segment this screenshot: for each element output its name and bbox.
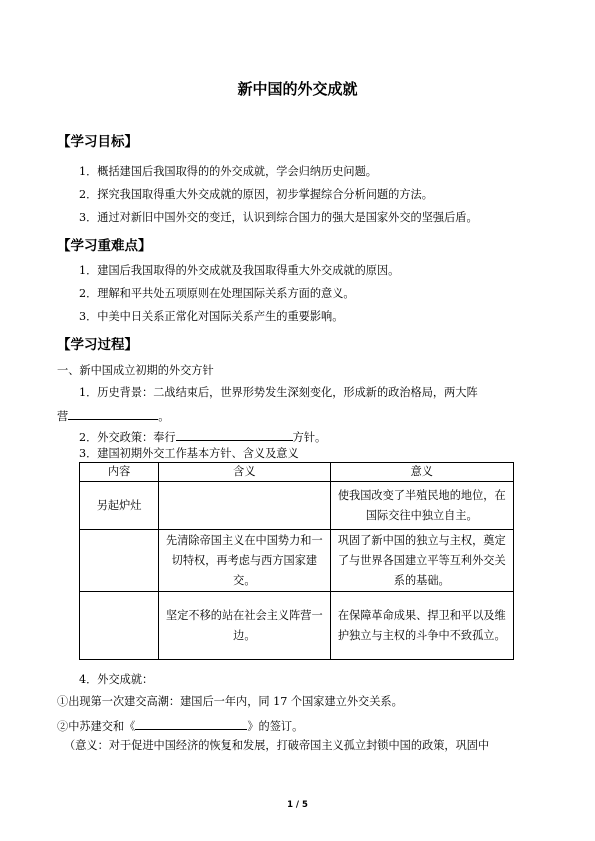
table-header-row <box>80 463 514 482</box>
table-cell-content: 另起炉灶 <box>80 482 159 530</box>
table-cell-meaning[interactable] <box>159 482 330 530</box>
goal-item-2: 2．探究我国取得重大外交成就的原因，初步掌握综合分析问题的方法。 <box>79 188 433 201</box>
table-row <box>80 530 514 592</box>
significance-line: （意义：对于促进中国经济的恢复和发展，打破帝国主义孤立封锁中国的政策，巩固中 <box>64 739 490 752</box>
item4-line: 4．外交成就： <box>79 673 154 686</box>
goals-heading: 【学习目标】 <box>57 134 138 150</box>
table-header-content: 内容 <box>80 463 159 482</box>
item1-line1: 1．历史背景：二战结束后，世界形势发生深刻变化，形成新的政治格局，两大阵 <box>79 386 478 399</box>
table-row <box>80 592 514 660</box>
table-header-meaning: 含义 <box>159 463 330 482</box>
table-header-significance: 意义 <box>330 463 513 482</box>
process-heading: 【学习过程】 <box>57 337 138 353</box>
page-number: 1 / 5 <box>287 800 308 810</box>
key-point-item-3: 3．中美中日关系正常化对国际关系产生的重要影响。 <box>79 310 344 323</box>
achievement-2-prefix: ②中苏建交和《 <box>57 720 136 733</box>
key-point-item-1: 1．建国后我国取得的外交成就及我国取得重大外交成就的原因。 <box>79 264 400 277</box>
blank-two-camps[interactable] <box>68 407 158 420</box>
policy-table <box>79 462 514 660</box>
table-row <box>80 482 514 530</box>
part1-title: 一、新中国成立初期的外交方针 <box>57 364 214 377</box>
key-points-heading: 【学习重难点】 <box>57 238 152 254</box>
item1-line2-prefix: 营 <box>57 410 69 423</box>
table-cell-significance: 在保障革命成果、捍卫和平以及维护独立与主权的斗争中不致孤立。 <box>330 592 513 660</box>
blank-treaty-name[interactable] <box>135 717 247 730</box>
table-cell-significance: 使我国改变了半殖民地的地位，在国际交往中独立自主。 <box>330 482 513 530</box>
table-cell-significance: 巩固了新中国的独立与主权，奠定了与世界各国建立平等互利外交关系的基础。 <box>330 530 513 592</box>
achievement-2-suffix: 》的签订。 <box>247 720 304 733</box>
item2-suffix: 方针。 <box>292 431 327 444</box>
achievement-2 <box>57 717 303 734</box>
blank-foreign-policy[interactable] <box>176 428 293 441</box>
page-title: 新中国的外交成就 <box>237 80 358 98</box>
goal-item-3: 3．通过对新旧中国外交的变迁，认识到综合国力的强大是国家外交的坚强后盾。 <box>79 211 478 224</box>
table-cell-meaning: 先清除帝国主义在中国势力和一切特权，再考虑与西方国家建交。 <box>159 530 330 592</box>
table-cell-content[interactable] <box>80 592 159 660</box>
item1-line2-suffix: 。 <box>158 410 170 423</box>
achievement-1: ①出现第一次建交高潮：建国后一年内，同 17 个国家建立外交关系。 <box>57 695 403 708</box>
item2-prefix: 2．外交政策：奉行 <box>79 431 176 444</box>
item1-line2 <box>57 407 169 424</box>
table-cell-content[interactable] <box>80 530 159 592</box>
item2-line <box>79 428 326 445</box>
goal-item-1: 1．概括建国后我国取得的的外交成就，学会归纳历史问题。 <box>79 165 377 178</box>
table-cell-meaning: 坚定不移的站在社会主义阵营一边。 <box>159 592 330 660</box>
item3-line: 3．建国初期外交工作基本方针、含义及意义 <box>79 447 299 460</box>
key-point-item-2: 2．理解和平共处五项原则在处理国际关系方面的意义。 <box>79 287 355 300</box>
